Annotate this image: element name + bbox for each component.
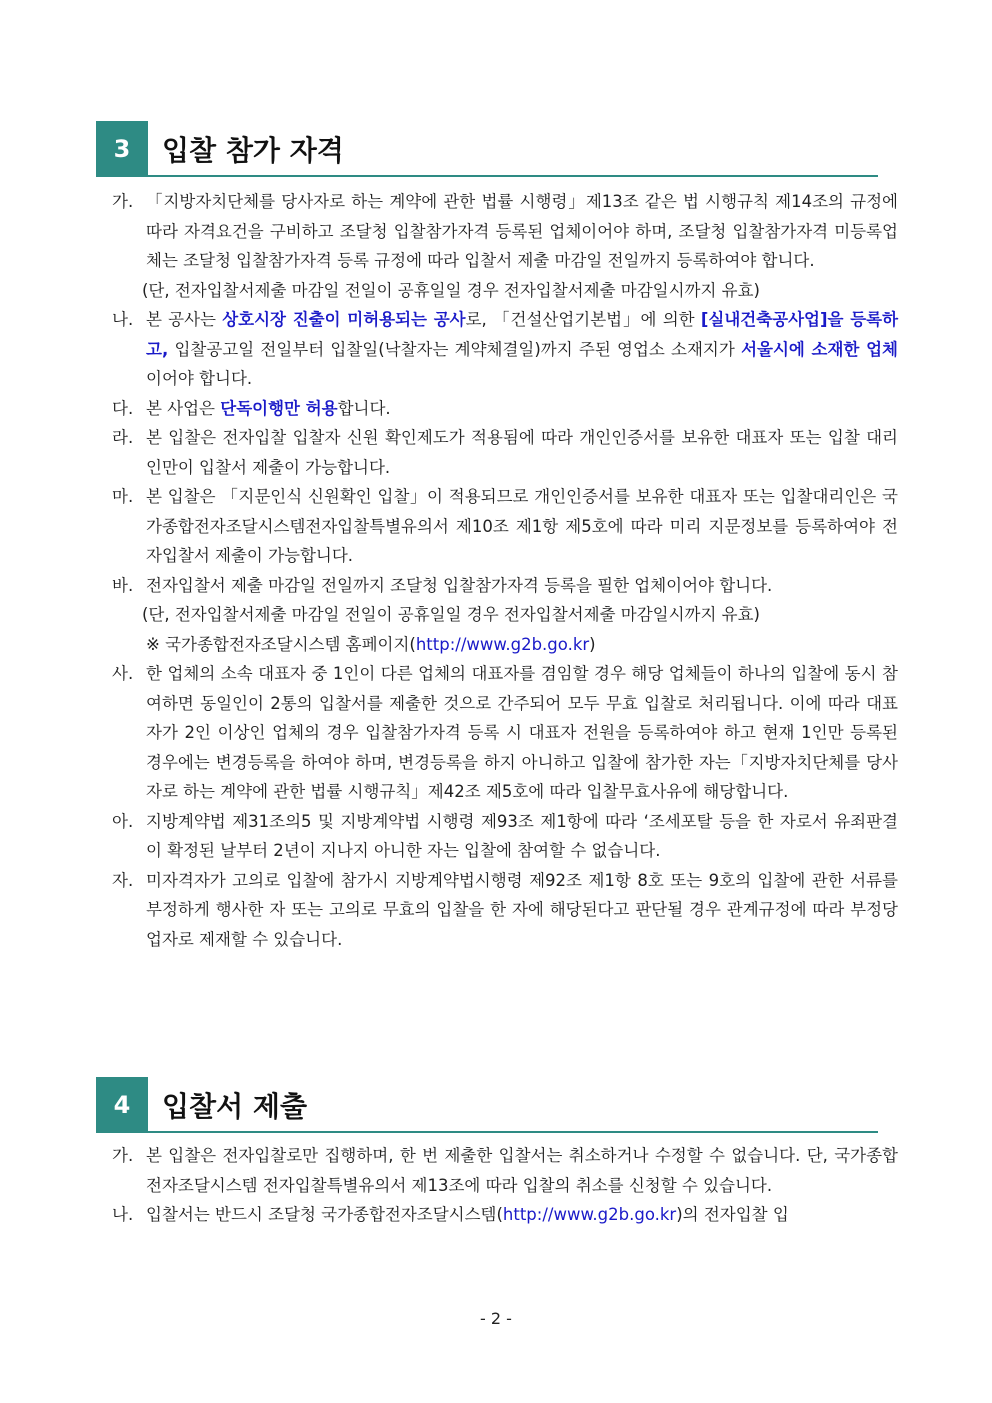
item-label: 자. [112, 870, 134, 890]
section-4-items [112, 1141, 898, 1230]
highlight-text: [실내건축공사업]을 등록하고, [146, 310, 899, 359]
item-text: 합니다. [337, 398, 391, 418]
section-number: 3 [96, 121, 148, 177]
section-rule [148, 175, 878, 177]
section-3-items [112, 187, 898, 954]
g2b-link[interactable]: http://www.g2b.go.kr [415, 634, 590, 654]
item-label: 다. [112, 398, 134, 418]
item-text: 입찰공고일 전일부터 입찰일(낙찰자는 계약체결일)까지 주된 영업소 소재지가 [168, 339, 742, 359]
list-item [112, 305, 898, 394]
list-item [112, 423, 898, 482]
item-label: 마. [112, 487, 134, 506]
highlight-text: 단독이행만 허용 [220, 398, 338, 418]
reference-text: ) [589, 634, 596, 654]
item-label: 사. [112, 664, 134, 683]
item-text: )의 전자입찰 입 [676, 1205, 789, 1224]
section-title: 입찰서 제출 [162, 1090, 307, 1123]
item-label: 나. [112, 1205, 134, 1224]
item-reference [146, 630, 898, 660]
item-text: 미자격자가 고의로 입찰에 참가시 지방계약법시행령 제92조 제1항 8호 또는 9호의 입찰에 관한 서류를 부정하게 행사한 자 또는 고의로 무효의 입찰을 한 자에 해당된다고 판단될 경우 관계규정에 따라 부정당업자로 제재할 수 있습니다. [146, 870, 898, 949]
section-rule [148, 1131, 878, 1133]
item-text: 본 사업은 [146, 398, 221, 418]
item-label: 라. [112, 428, 134, 447]
list-item [112, 394, 898, 424]
list-item [112, 1141, 898, 1200]
item-note: (단, 전자입찰서제출 마감일 전일이 공휴일일 경우 전자입찰서제출 마감일시까지 유효) [142, 605, 760, 624]
section-4-header [96, 1077, 878, 1133]
list-item [112, 659, 898, 807]
section-title: 입찰 참가 자격 [162, 134, 344, 167]
item-text: 본 입찰은 전자입찰 입찰자 신원 확인제도가 적용됨에 따라 개인인증서를 보유한 대표자 또는 입찰 대리인만이 입찰서 제출이 가능합니다. [146, 428, 898, 477]
list-item [112, 482, 898, 571]
section-3-header [96, 121, 878, 177]
item-text: 입찰서는 반드시 조달청 국가종합전자조달시스템( [146, 1205, 503, 1224]
highlight-text: 상호시장 진출이 미허용되는 공사 [222, 310, 466, 329]
item-note: (단, 전자입찰서제출 마감일 전일이 공휴일일 경우 전자입찰서제출 마감일시까지 유효) [142, 280, 760, 300]
item-text: 이어야 합니다. [146, 369, 253, 388]
page-number: - 2 - [480, 1309, 512, 1328]
highlight-text: 서울시에 소재한 업체 [741, 339, 898, 359]
item-text: 지방계약법 제31조의5 및 지방계약법 시행령 제93조 제1항에 따라 ‘조세포탈 등을 한 자로서 유죄판결이 확정된 날부터 2년이 지나지 아니한 자는 입찰에 참여할 수 없습니다. [146, 811, 898, 860]
item-text: 로, 「건설산업기본법」에 의한 [465, 310, 701, 329]
item-label: 바. [112, 575, 134, 595]
item-text: 본 입찰은 「지문인식 신원확인 입찰」이 적용되므로 개인인증서를 보유한 대표자 또는 입찰대리인은 국가종합전자조달시스템전자입찰특별유의서 제10조 제1항 제5호에 따라 미리 지문정보를 등록하여야 전자입찰서 제출이 가능합니다. [146, 487, 898, 565]
item-label: 가. [112, 192, 134, 211]
list-item [112, 187, 898, 305]
list-item [112, 571, 898, 660]
item-text: 전자입찰서 제출 마감일 전일까지 조달청 입찰참가자격 등록을 필한 업체이어야 합니다. [146, 575, 773, 595]
item-text: 본 입찰은 전자입찰로만 집행하며, 한 번 제출한 입찰서는 취소하거나 수정할 수 없습니다. 단, 국가종합전자조달시스템 전자입찰특별유의서 제13조에 따라 입찰의 취소를 신청할 수 있습니다. [146, 1146, 898, 1195]
reference-text: ※ 국가종합전자조달시스템 홈페이지( [146, 634, 416, 654]
g2b-link[interactable]: http://www.g2b.go.kr [502, 1205, 677, 1224]
item-text: 한 업체의 소속 대표자 중 1인이 다른 업체의 대표자를 겸임할 경우 해당 업체들이 하나의 입찰에 동시 참여하면 동일인이 2통의 입찰서를 제출한 것으로 간주되어 모두 무효 입찰로 처리됩니다. 이에 따라 대표자가 2인 이상인 업체의 경우 입찰참가자격 등록 시 대표자 전원을 등록하여야 하고 현재 1인만 등록된 경우에는 변경등록을 하여야 하며, 변경등록을 하지 아니하고 입찰에 참가한 자는「지방자치단체를 당사자로 하는 계약에 관한 법률 시행규칙」제42조 제5호에 따라 입찰무효사유에 해당합니다. [146, 664, 898, 801]
list-item [112, 866, 898, 955]
item-label: 가. [112, 1146, 134, 1165]
item-text: 본 공사는 [146, 310, 223, 329]
item-label: 나. [112, 310, 134, 329]
list-item [112, 807, 898, 866]
item-text: 「지방자치단체를 당사자로 하는 계약에 관한 법률 시행령」제13조 같은 법 시행규칙 제14조의 규정에 따라 자격요건을 구비하고 조달청 입찰참가자격 등록된 업체이어야 하며, 조달청 입찰참가자격 미등록업체는 조달청 입찰참가자격 등록 규정에 따라 입찰서 제출 마감일 전일까지 등록하여야 합니다. [146, 192, 898, 270]
item-label: 아. [112, 811, 134, 831]
list-item [112, 1200, 898, 1230]
section-number: 4 [96, 1077, 148, 1133]
